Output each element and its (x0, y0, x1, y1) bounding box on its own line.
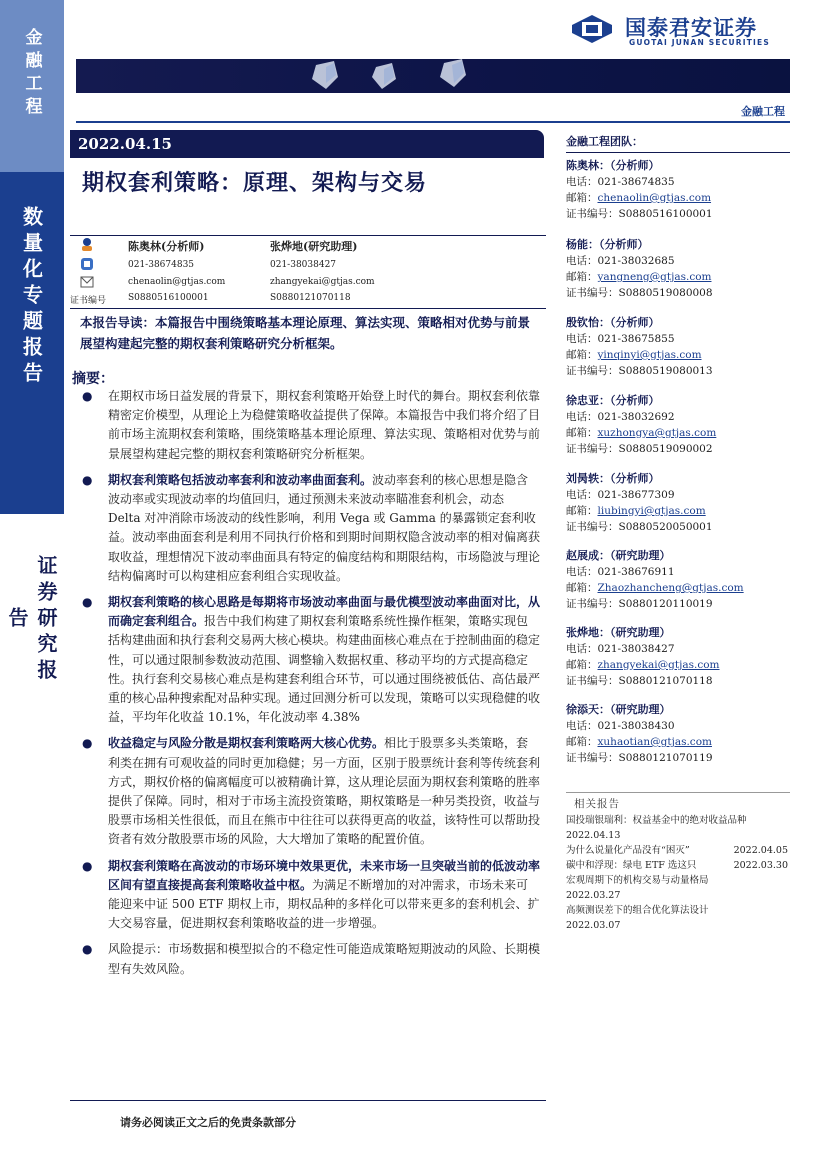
report-title: 期权套利策略：原理、架构与交易 (82, 170, 428, 196)
analyst-cert-row: 证书编号：S0880121070119 (566, 752, 713, 764)
bullet-icon: ● (82, 736, 93, 751)
analyst-email[interactable]: Zhaozhancheng@gtjas.com (597, 582, 744, 594)
author-name: 陈奥林(分析师) (128, 240, 205, 253)
summary-list (82, 387, 540, 986)
related-list (566, 813, 788, 933)
analyst-email[interactable]: xuzhongya@gtjas.com (597, 427, 717, 439)
analyst-card (566, 158, 796, 222)
analyst-cert-row: 证书编号：S0880519090002 (566, 443, 713, 455)
author-rule-bottom (70, 308, 546, 309)
summary-item: ● 期权套利策略在高波动的市场环境中效果更优，未来市场一旦突破当前的低波动率区间有望直接提高套利策略收益中枢。为满足不断增加的对冲需求，市场未来可能迎来中证 500 ETF 期权上市，期权品种的多样化可以带来更多的套利机会、扩大交易容量，促进期权套利策略收益的进一步增强。 (82, 858, 541, 931)
analyst-email-row: 邮箱：yinqinyi@gtjas.com (566, 349, 702, 361)
cert-label: 证书编号 (70, 296, 107, 306)
analyst-card (566, 315, 796, 379)
related-rule (566, 792, 790, 793)
analyst-card (566, 237, 796, 301)
analyst-name: 赵展成：（研究助理） (566, 549, 671, 562)
side-band-middle (0, 172, 64, 514)
summary-heading: 摘要： (72, 371, 114, 387)
analyst-email-row: 邮箱：yangneng@gtjas.com (566, 271, 712, 283)
summary-item: ● 期权套利策略的核心思路是每期将市场波动率曲面与最优模型波动率曲面对比，从而确定套利组合。报告中我们构建了期权套利策略系统性操作框架，策略实现包括构建曲面和执行套利交易两大核心模块。构建曲面核心难点在于控制曲面的稳定性，可以通过限制参数波动范围、调整输入数据权重、移动平均的方式提高稳定性。执行套利交易核心难点是构建套利组合环节，可以通过围绕被低估、高估最严重的核心品种搜索配对品种实现。通过回测分析可以发现，策略可以实现稳健的收益，平均年化收益 10.1%，年化波动率 4.38% (82, 595, 541, 725)
analyst-name: 张烨地：（研究助理） (566, 626, 671, 639)
analyst-card (566, 471, 796, 535)
analyst-card (566, 702, 796, 766)
diamond-decoration-icon (76, 59, 790, 93)
analyst-email[interactable]: liubingyi@gtjas.com (597, 505, 706, 517)
analyst-name: 殷钦怡：（分析师） (566, 316, 660, 329)
author-phone: 021-38038427 (270, 260, 337, 270)
analyst-card (566, 548, 796, 612)
summary-item: ● 期权套利策略包括波动率套利和波动率曲面套利。波动率套利的核心思想是隐含波动率或实现波动率的均值回归，通过预测未来波动率瞄准套利机会，动态 Delta 对冲消除市场波动的线性影响，利用 Vega 或 Gamma 的暴露锁定套利收益。波动率曲面套利是利用不同执行价格和到期时间期权隐含波动率的相对偏离获取收益，理想情况下波动率曲面具有特定的偏度结构和期限结构，市场隐波与理论结构偏离时可以构建相应套利组合实现收益。 (82, 472, 541, 583)
author-phone: 021-38674835 (128, 260, 195, 270)
analyst-name: 陈奥林：（分析师） (566, 159, 660, 172)
analyst-cert-row: 证书编号：S0880120110019 (566, 598, 713, 610)
summary-item: ● 在期权市场日益发展的背景下，期权套利策略开始登上时代的舞台。期权套利依靠精密定价模型，从理论上为稳健策略收益提供了保障。本篇报告中我们将介绍了目前市场主流期权套利策略，围绕策略基本理论原理、算法实现、策略相对优势与前景展望构建起完整的期权套利策略研究分析框架。 (82, 389, 541, 461)
analyst-email-row: 邮箱：xuzhongya@gtjas.com (566, 427, 717, 439)
company-name-en: GUOTAI JUNAN SECURITIES (629, 38, 770, 47)
author-cert: S0880516100001 (128, 293, 209, 303)
related-item[interactable]: 为什么说量化产品没有“困灭” 2022.04.05 (566, 845, 788, 856)
analyst-email[interactable]: yangneng@gtjas.com (597, 271, 712, 283)
department-tag: 金融工程 (741, 105, 785, 118)
header-rule (76, 121, 790, 123)
summary-item: ● 风险提示：市场数据和模型拟合的不稳定性可能造成策略短期波动的风险、长期模型有失效风险。 (82, 942, 541, 976)
bullet-icon: ● (82, 942, 93, 957)
side-band-label: 金融工程 (21, 28, 42, 120)
analyst-email-row: 邮箱：liubingyi@gtjas.com (566, 505, 706, 517)
mail-icon (80, 276, 94, 288)
analyst-card (566, 625, 796, 689)
report-guide: 本报告导读：本篇报告中围绕策略基本理论原理、算法实现、策略相对优势与前景展望构建起完整的期权套利策略研究分析框架。 (80, 315, 531, 351)
analyst-cert-row: 证书编号：S0880519080008 (566, 287, 713, 299)
company-logo-icon (568, 13, 616, 45)
team-rule (566, 152, 790, 153)
author-email[interactable]: zhangyekai@gtjas.com (270, 277, 375, 287)
analyst-phone-row: 电话：021-38675855 (566, 333, 675, 345)
analyst-cert-row: 证书编号：S0880519080013 (566, 365, 713, 377)
author-rule-top (70, 235, 546, 236)
related-heading: 相关报告 (574, 798, 620, 810)
analyst-email[interactable]: yinqinyi@gtjas.com (597, 349, 702, 361)
analyst-email-row: 邮箱：zhangyekai@gtjas.com (566, 659, 720, 671)
analyst-cert-row: 证书编号：S0880520050001 (566, 521, 713, 533)
bullet-icon: ● (82, 472, 93, 487)
bullet-icon: ● (82, 858, 93, 873)
related-item[interactable]: 碳中和浮现：绿电 ETF 选这只 2022.03.30 (566, 860, 788, 871)
analyst-email[interactable]: chenaolin@gtjas.com (597, 192, 712, 204)
analyst-name: 徐忠亚：（分析师） (566, 394, 660, 407)
author-cert: S0880121070118 (270, 293, 351, 303)
related-item[interactable]: 高频测误差下的组合优化算法设计 2022.03.07 (566, 905, 709, 931)
side-band-top (0, 0, 64, 172)
analyst-name: 杨能：（分析师） (566, 238, 649, 251)
footer-rule (70, 1100, 546, 1101)
company-name: 国泰君安证券 (625, 16, 757, 40)
analyst-name: 刘昺轶：（分析师） (566, 472, 660, 485)
analyst-phone-row: 电话：021-38674835 (566, 176, 675, 188)
author-name: 张烨地(研究助理) (270, 240, 358, 253)
analyst-email-row: 邮箱：chenaolin@gtjas.com (566, 192, 712, 204)
side-band-bottom (0, 514, 64, 694)
analyst-email[interactable]: zhangyekai@gtjas.com (597, 659, 720, 671)
summary-item: ● 收益稳定与风险分散是期权套利策略两大核心优势。相比于股票多头类策略，套利类在拥有可观收益的同时更加稳健；另一方面，区别于股票统计套利等传统套利方式，期权价格的偏离幅度可以被精确计算，这从理论层面为期权套利策略的胜率提供了保障。同时，相对于市场主流投资策略，期权策略是一种另类投资，收益与股票市场相关性很低，而且在熊市中往往可以获得更高的收益，该特性可以帮助投资者有效分散股票市场的风险，大大增加了策略的配置价值。 (82, 736, 541, 847)
side-band-label: 证券研究报告 (5, 555, 58, 685)
analyst-phone-row: 电话：021-38032692 (566, 411, 675, 423)
analyst-phone-row: 电话：021-38038427 (566, 643, 675, 655)
related-item[interactable]: 宏观周期下的机构交易与动量格局 2022.03.27 (566, 875, 709, 901)
related-item[interactable]: 国投瑞银瑞利：权益基金中的绝对收益品种 2022.04.13 (566, 815, 747, 841)
team-heading: 金融工程团队： (566, 135, 643, 148)
phone-icon (80, 257, 94, 271)
author-email[interactable]: chenaolin@gtjas.com (128, 277, 226, 287)
report-date: 2022.04.15 (78, 135, 172, 153)
bullet-icon: ● (82, 595, 93, 610)
header-banner (76, 59, 790, 93)
analyst-email[interactable]: xuhaotian@gtjas.com (597, 736, 712, 748)
analyst-cert-row: 证书编号：S0880516100001 (566, 208, 713, 220)
analyst-phone-row: 电话：021-38677309 (566, 489, 675, 501)
analyst-phone-row: 电话：021-38676911 (566, 566, 675, 578)
analyst-card (566, 393, 796, 457)
analyst-phone-row: 电话：021-38032685 (566, 255, 675, 267)
disclaimer-note: 请务必阅读正文之后的免责条款部分 (120, 1116, 296, 1129)
person-icon (80, 237, 94, 251)
bullet-icon: ● (82, 389, 93, 403)
date-bar (70, 130, 544, 158)
analyst-email-row: 邮箱：Zhaozhancheng@gtjas.com (566, 582, 744, 594)
analyst-cert-row: 证书编号：S0880121070118 (566, 675, 713, 687)
side-band-label: 数量化专题报告 (19, 206, 44, 388)
analyst-email-row: 邮箱：xuhaotian@gtjas.com (566, 736, 712, 748)
analyst-phone-row: 电话：021-38038430 (566, 720, 675, 732)
analyst-name: 徐添天：（研究助理） (566, 703, 671, 716)
